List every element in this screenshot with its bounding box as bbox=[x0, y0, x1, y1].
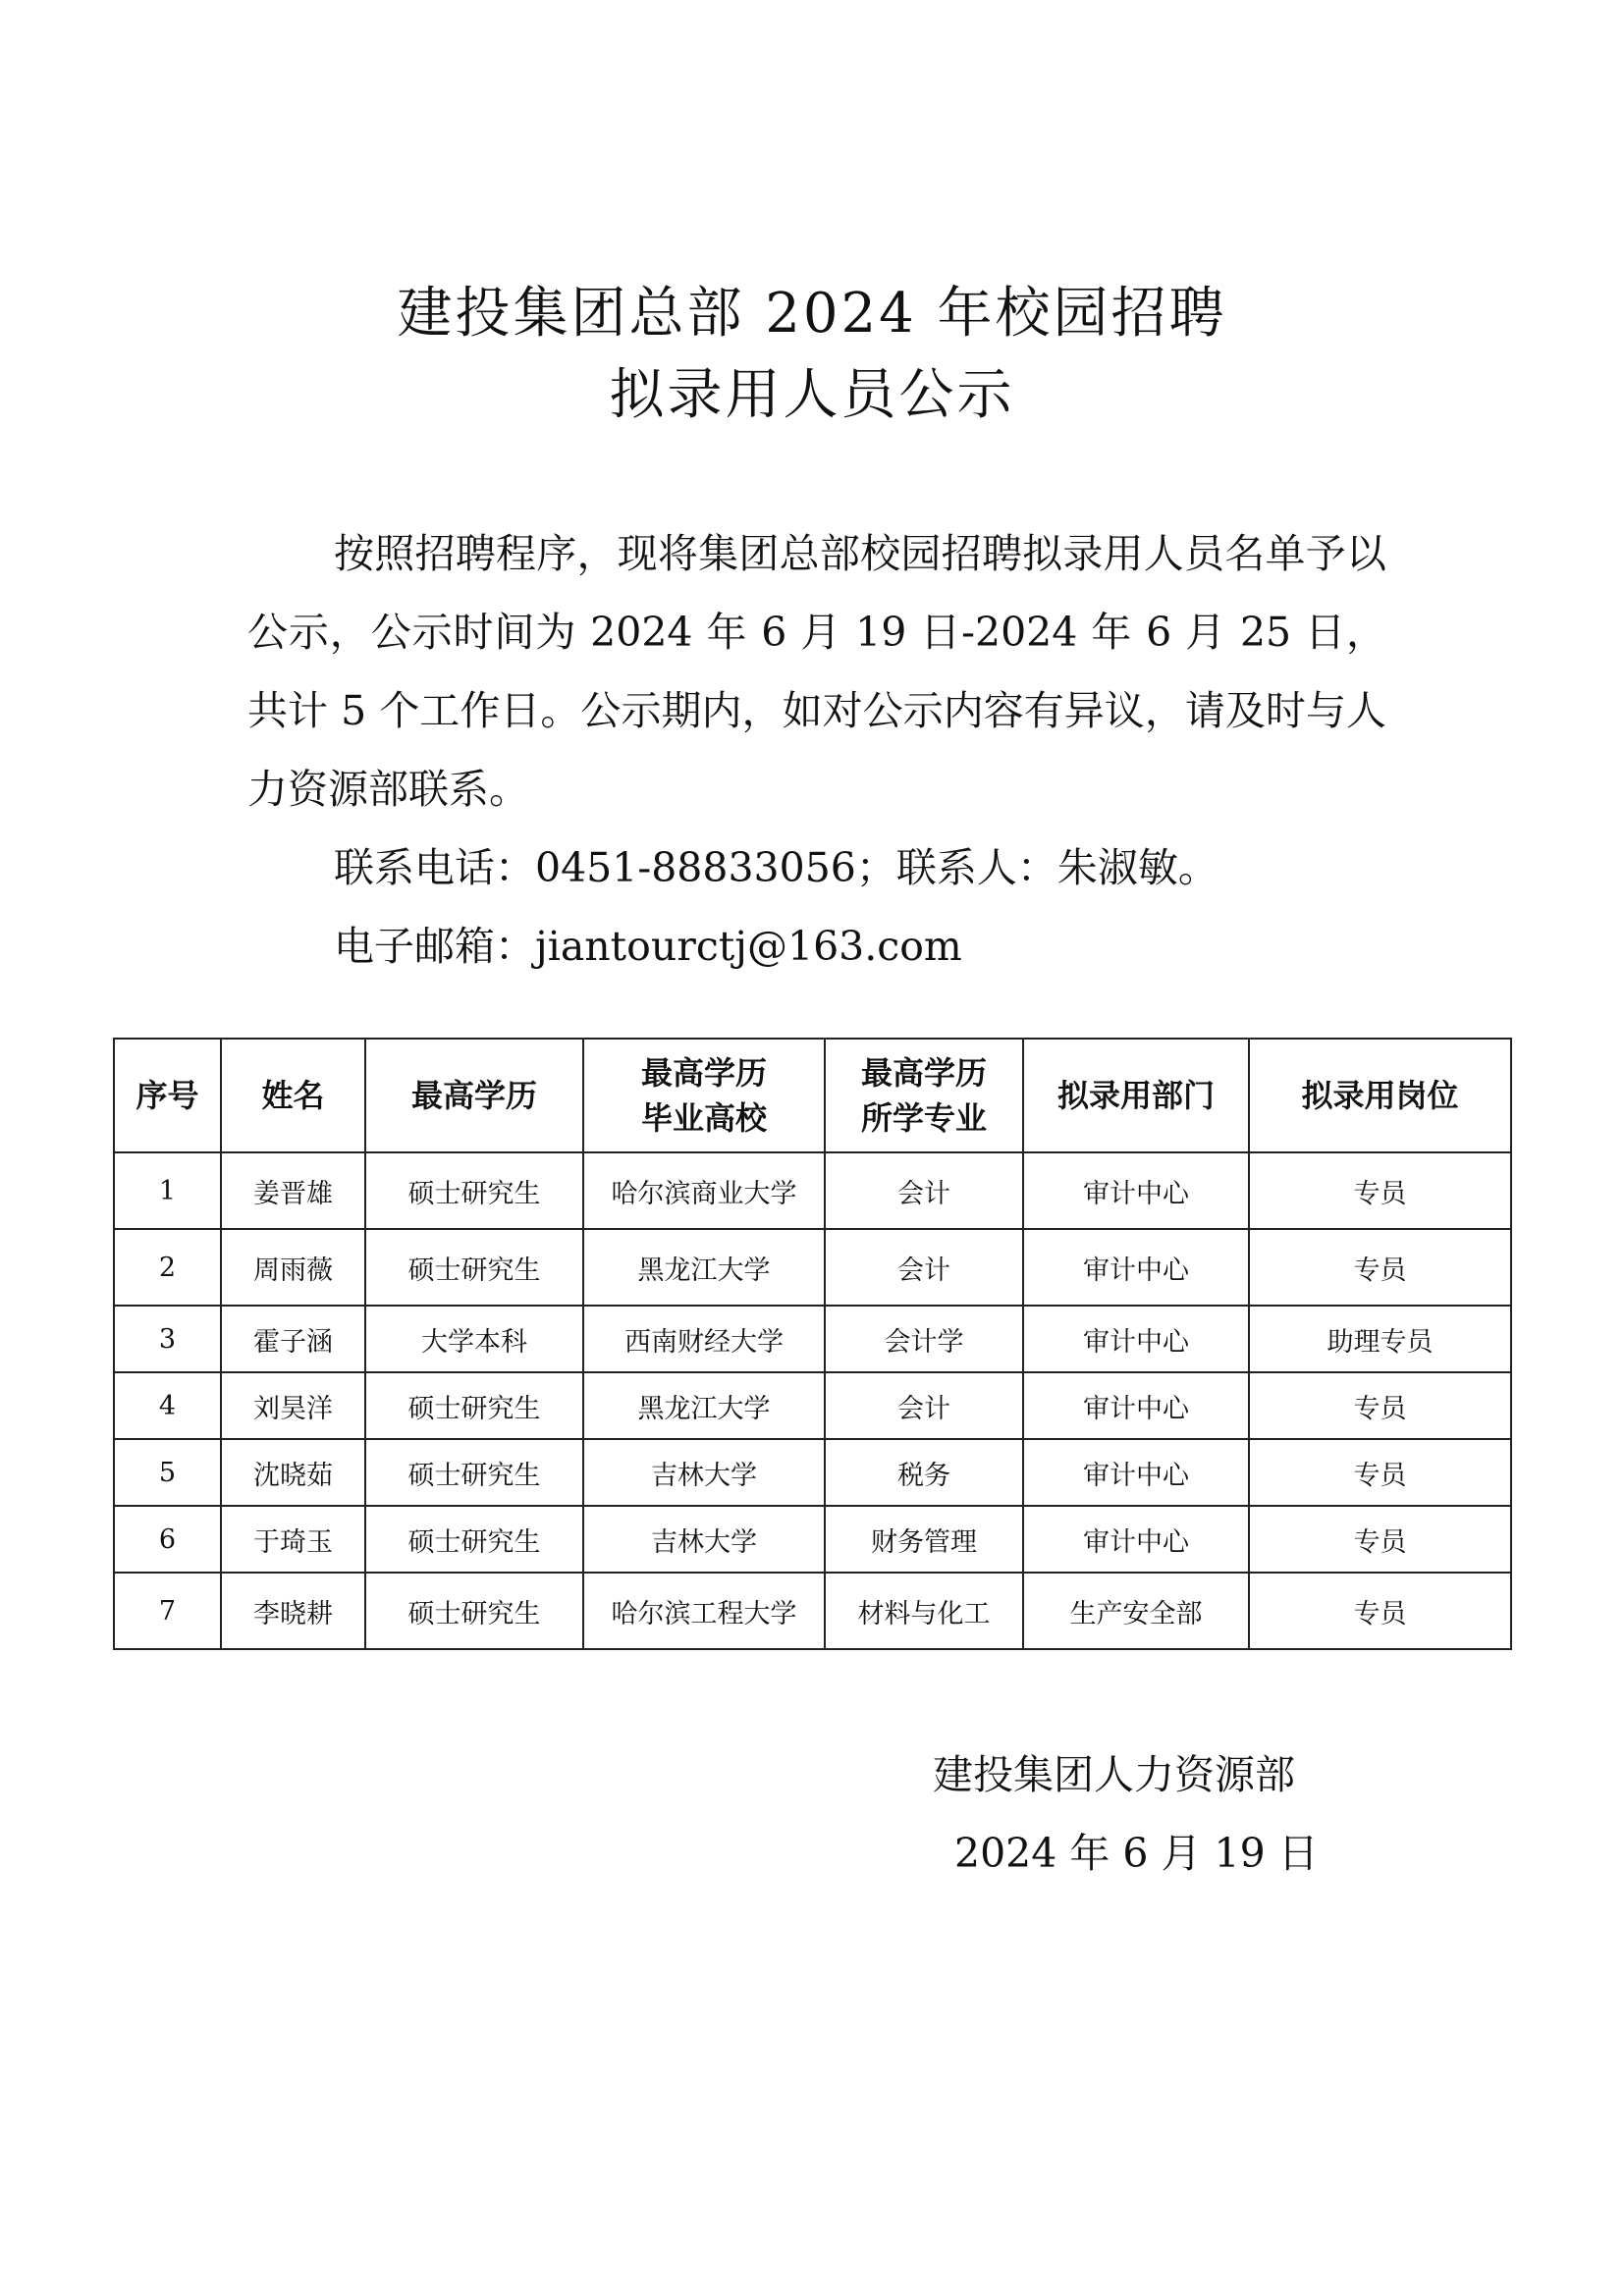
table-cell: 助理专员 bbox=[1249, 1306, 1511, 1372]
table-row bbox=[114, 1439, 1511, 1506]
table-cell: 硕士研究生 bbox=[365, 1229, 583, 1306]
table-cell: 专员 bbox=[1249, 1229, 1511, 1306]
table-cell: 李晓耕 bbox=[221, 1573, 365, 1649]
table-cell: 4 bbox=[114, 1372, 221, 1439]
table-cell: 周雨薇 bbox=[221, 1229, 365, 1306]
table-cell: 大学本科 bbox=[365, 1306, 583, 1372]
table-cell: 会计 bbox=[825, 1229, 1023, 1306]
table-cell: 哈尔滨工程大学 bbox=[583, 1573, 825, 1649]
table-cell: 7 bbox=[114, 1573, 221, 1649]
table-cell: 西南财经大学 bbox=[583, 1306, 825, 1372]
table-cell: 专员 bbox=[1249, 1573, 1511, 1649]
table-row bbox=[114, 1152, 1511, 1229]
table-cell: 会计 bbox=[825, 1152, 1023, 1229]
table-cell: 3 bbox=[114, 1306, 221, 1372]
table-cell: 于琦玉 bbox=[221, 1506, 365, 1573]
table-cell: 黑龙江大学 bbox=[583, 1372, 825, 1439]
table-cell: 硕士研究生 bbox=[365, 1573, 583, 1649]
document-title-line-2: 拟录用人员公示 bbox=[609, 363, 1015, 427]
table-cell: 哈尔滨商业大学 bbox=[583, 1152, 825, 1229]
table-cell: 审计中心 bbox=[1023, 1306, 1249, 1372]
table-cell: 会计学 bbox=[825, 1306, 1023, 1372]
table-row bbox=[114, 1229, 1511, 1306]
table-cell: 黑龙江大学 bbox=[583, 1229, 825, 1306]
document-title-line-1: 建投集团总部 2024 年校园招聘 bbox=[397, 282, 1227, 346]
table-cell: 沈晓茹 bbox=[221, 1439, 365, 1506]
header-cell: 拟录用岗位 bbox=[1249, 1039, 1511, 1152]
table-cell: 1 bbox=[114, 1152, 221, 1229]
table-cell: 审计中心 bbox=[1023, 1229, 1249, 1306]
table-cell: 财务管理 bbox=[825, 1506, 1023, 1573]
table-cell: 霍子涵 bbox=[221, 1306, 365, 1372]
table-cell: 专员 bbox=[1249, 1372, 1511, 1439]
table-row bbox=[114, 1372, 1511, 1439]
table-cell: 刘昊洋 bbox=[221, 1372, 365, 1439]
header-cell: 最高学历 毕业高校 bbox=[583, 1039, 825, 1152]
table-cell: 生产安全部 bbox=[1023, 1573, 1249, 1649]
table-cell: 材料与化工 bbox=[825, 1573, 1023, 1649]
email-line: 电子邮箱：jiantourctj@163.com bbox=[334, 923, 962, 970]
table-cell: 吉林大学 bbox=[583, 1439, 825, 1506]
table-cell: 5 bbox=[114, 1439, 221, 1506]
table-cell: 专员 bbox=[1249, 1439, 1511, 1506]
table-cell: 6 bbox=[114, 1506, 221, 1573]
announcement-paragraph: 按照招聘程序，现将集团总部校园招聘拟录用人员名单予以公示，公示时间为 2024 年 6 月 19 日-2024 年 6 月 25 日，共计 5 个工作日。公示期内，如对公示内容有异议，请及时与人力资源部联系。 bbox=[247, 530, 1386, 813]
contact-line: 联系电话：0451-88833056；联系人：朱淑敏。 bbox=[334, 844, 1218, 891]
table-cell: 审计中心 bbox=[1023, 1439, 1249, 1506]
header-cell: 最高学历 bbox=[365, 1039, 583, 1152]
table-cell: 吉林大学 bbox=[583, 1506, 825, 1573]
header-cell: 序号 bbox=[114, 1039, 221, 1152]
table-row bbox=[114, 1573, 1511, 1649]
table-cell: 税务 bbox=[825, 1439, 1023, 1506]
table-row bbox=[114, 1306, 1511, 1372]
table-cell: 硕士研究生 bbox=[365, 1372, 583, 1439]
table-cell: 审计中心 bbox=[1023, 1506, 1249, 1573]
issuing-department: 建投集团人力资源部 bbox=[933, 1751, 1295, 1798]
table-cell: 专员 bbox=[1249, 1506, 1511, 1573]
table-cell: 会计 bbox=[825, 1372, 1023, 1439]
table-cell: 专员 bbox=[1249, 1152, 1511, 1229]
header-cell: 姓名 bbox=[221, 1039, 365, 1152]
issue-date: 2024 年 6 月 19 日 bbox=[954, 1830, 1319, 1877]
table-cell: 2 bbox=[114, 1229, 221, 1306]
table-cell: 硕士研究生 bbox=[365, 1439, 583, 1506]
table-cell: 硕士研究生 bbox=[365, 1152, 583, 1229]
header-cell: 拟录用部门 bbox=[1023, 1039, 1249, 1152]
table-cell: 硕士研究生 bbox=[365, 1506, 583, 1573]
table-cell: 审计中心 bbox=[1023, 1372, 1249, 1439]
candidate-table bbox=[113, 1038, 1512, 1650]
table-header-row bbox=[114, 1039, 1511, 1152]
table-cell: 审计中心 bbox=[1023, 1152, 1249, 1229]
table-cell: 姜晋雄 bbox=[221, 1152, 365, 1229]
header-cell: 最高学历 所学专业 bbox=[825, 1039, 1023, 1152]
table-row bbox=[114, 1506, 1511, 1573]
